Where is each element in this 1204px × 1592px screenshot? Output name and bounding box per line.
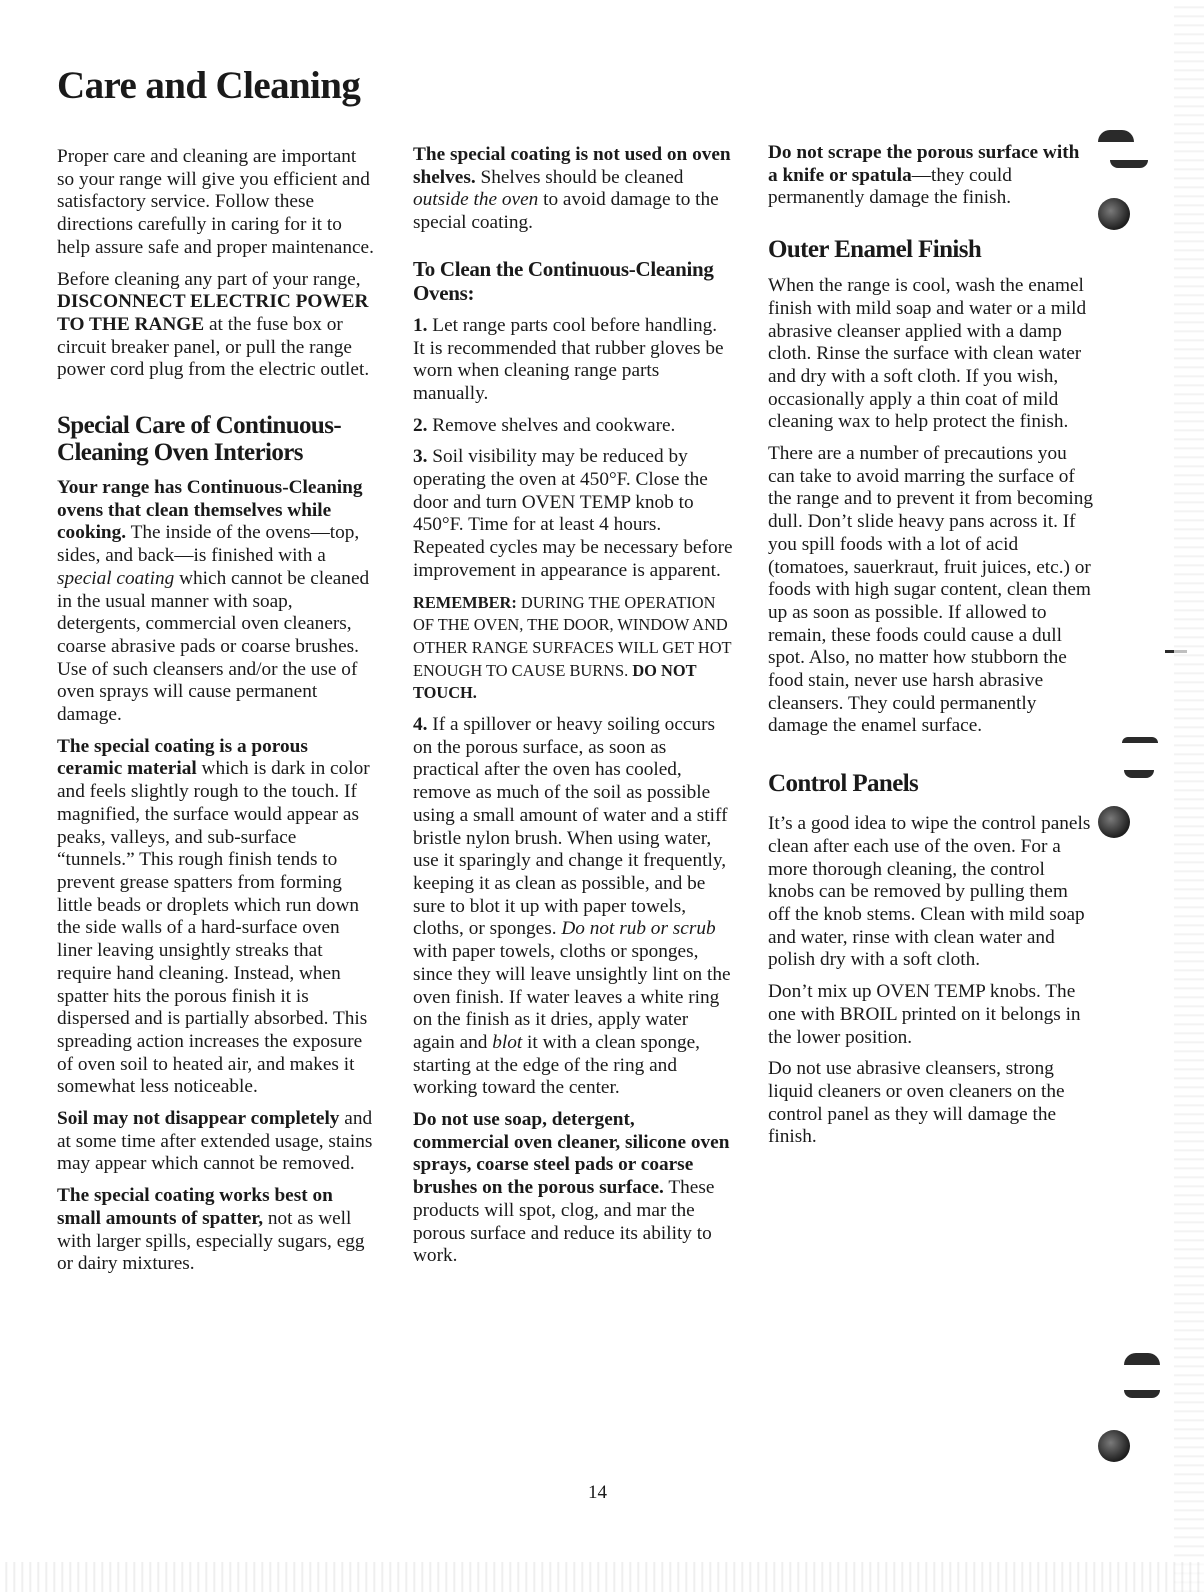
heading-control-panels: Control Panels [768, 770, 919, 798]
do-not-touch: DO NOT TOUCH. [413, 660, 697, 703]
punch-hole-bottom [1098, 1430, 1130, 1462]
continuous-cleaning-paragraph [57, 477, 377, 727]
punch-hole-top-arc-lower [1110, 160, 1148, 168]
step-3 [413, 446, 733, 582]
italic-text: outside the oven [413, 189, 539, 211]
italic-text: Do not rub or scrub [561, 918, 716, 940]
bold-lead: Do not use soap, detergent, commercial oven cleaner, silicone oven sprays, coarse steel pads or coarse brushes on the porous surface. [413, 1109, 730, 1199]
heading-to-clean: To Clean the Continuous-Cleaning Ovens: [413, 256, 714, 305]
step-text: with paper towels, cloths or sponges, since they will leave unsightly lint on the oven finish. If water leaves a white ring on the finish as it dries, apply water again and [413, 941, 731, 1053]
bold-lead: The special coating is not used on oven shelves. [413, 144, 731, 188]
punch-hole-middle [1098, 806, 1130, 838]
step-text: Let range parts cool before handling. It is recommended that rubber gloves be worn when cleaning range parts manually. [413, 314, 724, 404]
enamel-paragraph: When the range is cool, wash the enamel finish with mild soap and water or a mild abrasive cleanser applied with a damp cloth. Rinse the surface with clean water and dry with a soft cloth. If you wish, occasionally apply a thin coat of mild cleaning wax to help protect the finish. [768, 275, 1087, 433]
column-left [57, 146, 377, 1285]
step-number: 1. [413, 314, 428, 336]
scan-right-edge [1174, 0, 1204, 1592]
shelves-paragraph [413, 144, 733, 235]
bold-lead: The special coating is a porous ceramic material [57, 735, 308, 780]
text: These products will spot, clog, and mar the porous surface and reduce its ability to work. [413, 1177, 715, 1267]
italic-text: blot [492, 1031, 523, 1053]
scan-bottom-edge [0, 1562, 1204, 1592]
page-number: 14 [588, 1482, 607, 1503]
step-text: If a spillover or heavy soiling occurs on the porous surface, as soon as practical after the oven has cooled, remove as much of the soil as possible using a small amount of water and a stiff bristle nylon brush. When using water, use it sparingly and change it frequently, keeping it as clean as possible, and be sure to blot it up with paper towels, cloths, or sponges. [413, 714, 728, 940]
no-soap-paragraph [413, 1109, 733, 1268]
step-2 [413, 415, 733, 438]
text: —they could permanently damage the finish. [768, 164, 1012, 209]
column-middle [413, 144, 733, 1277]
spatter-paragraph [57, 1185, 377, 1276]
step-4 [413, 714, 733, 1100]
text: Before cleaning any part of your range, [57, 268, 361, 290]
punch-hole-bottom-arc-lower [1124, 1390, 1160, 1398]
knob-paragraph: Don’t mix up OVEN TEMP knobs. The one with BROIL printed on it belongs in the lower position. [768, 981, 1081, 1048]
bold-lead: The special coating works best on small amounts of spatter, [57, 1185, 333, 1229]
punch-hole-middle-arc [1122, 737, 1158, 743]
control-wipe-paragraph: It’s a good idea to wipe the control panels clean after each use of the oven. For a more thorough cleaning, the control knobs can be removed by pulling them off the knob stems. Clean with mild soap and water, rinse with clean water and polish dry with a soft cloth. [768, 813, 1091, 971]
no-abrasive-paragraph: Do not use abrasive cleansers, strong liquid cleaners or oven cleaners on the control panel as they will damage the finish. [768, 1058, 1065, 1148]
warning-text: DURING THE OPERATION OF THE OVEN, THE DOOR, WINDOW AND OTHER RANGE SURFACES WILL GET HOT ENOUGH TO CAUSE BURNS. [413, 592, 732, 680]
remember-warning [413, 592, 733, 706]
precautions-paragraph: There are a number of precautions you can take to avoid marring the surface of the range and to prevent it from becoming dull. Don’t slide heavy pans across it. If you spill foods with a lot of acid (tomatoes, sauerkraut, fruit juices, etc.) or foods with high sugar content, clean them up as soon as possible. If allowed to remain, these foods could cause a dull spot. Also, no matter how stubborn the food stain, never use harsh abrasive cleansers. They could permanently damage the enamel surface. [768, 443, 1093, 737]
heading-special-care: Special Care of Continuous-Cleaning Oven Interiors [57, 412, 342, 467]
text: Shelves should be cleaned [475, 166, 684, 188]
soil-paragraph [57, 1108, 377, 1176]
punch-hole-bottom-arc [1124, 1353, 1160, 1365]
disconnect-paragraph [57, 269, 377, 383]
text: which is dark in color and feels slightly rough to the touch. If magnified, the surface would appear as peaks, valleys, and sub-surface “tunnels.” This rough finish tends to prevent grease spatters from forming little beads or droplets which run down the side walls of a hard-surface oven liner leaving unsightly streaks that require hand cleaning. Instead, when spatter hits the porous finish it is dispersed and is partially absorbed. This spreading action increases the exposure of oven soil to heated air, and makes it somewhat less noticeable. [57, 758, 370, 1098]
remember-label: REMEMBER: [413, 592, 517, 612]
text: which cannot be cleaned in the usual manner with soap, detergents, commercial oven cleaners, coarse abrasive pads or coarse brushes. Use of such cleansers and/or the use of oven sprays will cause permanent damage. [57, 567, 370, 726]
step-text: it with a clean sponge, starting at the edge of the ring and working toward the center. [413, 1031, 701, 1099]
bold-lead: Do not scrape the porous surface with a knife or spatula [768, 142, 1080, 186]
punch-hole-top [1098, 198, 1130, 230]
text: at the fuse box or circuit breaker panel, or pull the range power cord plug from the electric outlet. [57, 313, 370, 381]
text: not as well with larger spills, especially sugars, egg or dairy mixtures. [57, 1207, 365, 1275]
step-number: 3. [413, 446, 428, 468]
step-number: 4. [413, 714, 428, 736]
italic-text: special coating [57, 567, 175, 589]
column-right [768, 142, 1093, 1158]
heading-outer-enamel: Outer Enamel Finish [768, 236, 982, 264]
disconnect-warning: DISCONNECT ELECTRIC POWER TO THE RANGE [57, 291, 369, 335]
step-text: Remove shelves and cookware. [427, 414, 676, 436]
text: and at some time after extended usage, stains may appear which cannot be removed. [57, 1108, 373, 1175]
page-title: Care and Cleaning [57, 64, 361, 107]
no-scrape-paragraph [768, 142, 1093, 210]
step-text: Soil visibility may be reduced by operating the oven at 450°F. Close the door and turn OVEN TEMP knob to 450°F. Time for at least 4 hours. Repeated cycles may be necessary before improvement in appearance is apparent. [413, 446, 733, 581]
text: to avoid damage to the special coating. [413, 189, 719, 234]
bold-lead: Soil may not disappear completely [57, 1108, 340, 1130]
text: The inside of the ovens—top, sides, and back—is finished with a [57, 522, 360, 567]
step-1 [413, 315, 733, 406]
step-number: 2. [413, 414, 428, 436]
porous-paragraph [57, 736, 377, 1099]
punch-hole-middle-arc-lower [1124, 770, 1154, 778]
intro-paragraph: Proper care and cleaning are important so your range will give you efficient and satisfactory service. Follow these directions carefully in caring for it to help assure safe and proper maintenance. [57, 146, 374, 258]
bold-lead: Your range has Continuous-Cleaning ovens that clean themselves while cooking. [57, 477, 363, 544]
punch-hole-top-arc [1098, 130, 1134, 142]
